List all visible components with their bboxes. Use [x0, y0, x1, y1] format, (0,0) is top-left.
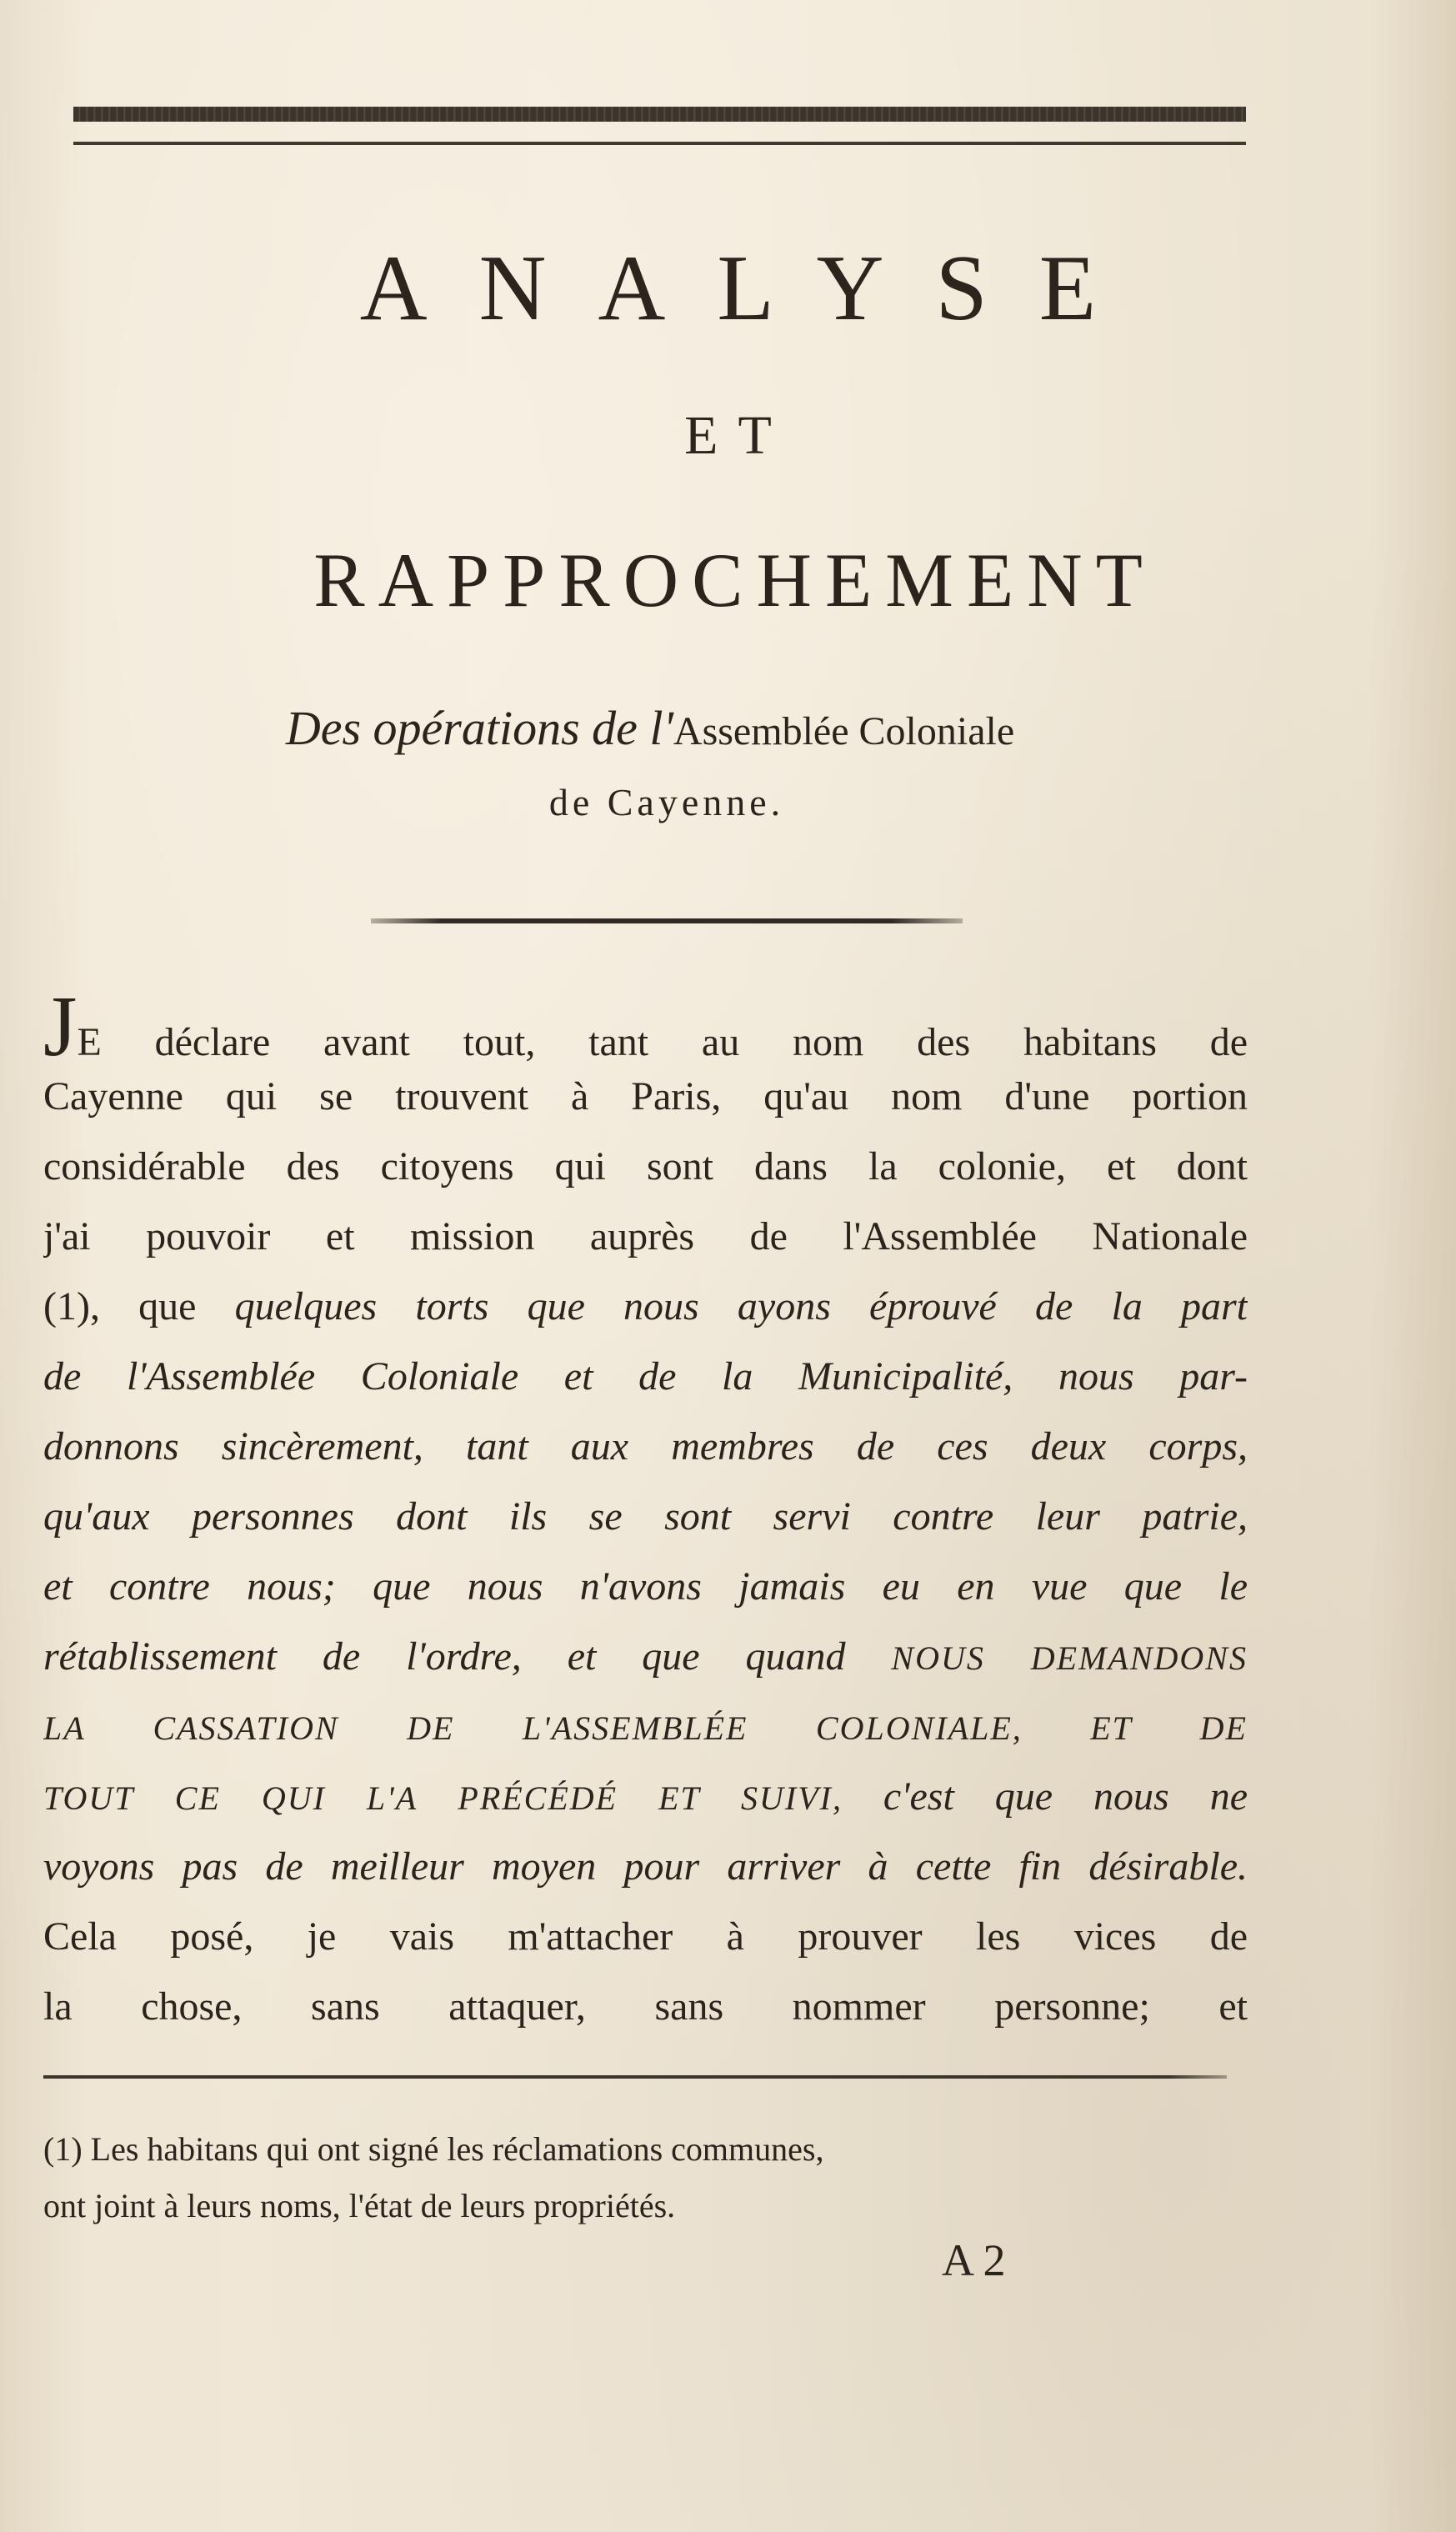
- body-line: [43, 1482, 1248, 1552]
- body-line: [43, 1412, 1248, 1482]
- body-line: considérable des citoyens qui sont dans la colonie, et dont: [43, 1144, 1248, 1188]
- body-line-italic: voyons pas de meilleur moyen pour arriver à cette fin désirable.: [43, 1844, 1248, 1889]
- body-line: [43, 1832, 1248, 1902]
- section-divider-rule: [371, 918, 963, 923]
- body-line: [43, 1762, 1248, 1832]
- top-ornamental-rule: [73, 107, 1246, 122]
- footnote: [43, 2121, 1227, 2234]
- body-line: [43, 1622, 1248, 1692]
- body-line-italic: quelques torts que nous ayons éprouvé de la part: [234, 1284, 1248, 1329]
- body-line-italic: de l'Assemblée Coloniale et de la Municipalité, nous par-: [43, 1354, 1248, 1399]
- subtitle-assembly-name: Assemblée Coloniale: [673, 709, 1015, 753]
- body-line-italic: rétablissement de l'ordre, et que quand: [43, 1634, 892, 1679]
- body-line-smallcaps: NOUS DEMANDONS: [891, 1639, 1248, 1677]
- body-line-italic: et contre nous; que nous n'avons jamais eu en vue que le: [43, 1564, 1248, 1609]
- title-et: ET: [684, 405, 792, 466]
- body-line: [43, 1272, 1248, 1342]
- title-analyse: ANALYSE: [359, 237, 1148, 340]
- footnote-line: (1) Les habitans qui ont signé les réclamations communes,: [43, 2130, 824, 2168]
- subtitle-italic-part: Des opérations de l': [285, 701, 673, 755]
- body-line: Cela posé, je vais m'attacher à prouver les vices de: [43, 1914, 1248, 1959]
- subtitle-line-1: [50, 701, 1250, 755]
- subtitle-cayenne: de Cayenne.: [548, 781, 785, 823]
- page-signature: A 2: [942, 2235, 1006, 2285]
- body-line-italic: qu'aux personnes dont ils se sont servi contre leur patrie,: [43, 1494, 1248, 1539]
- top-thin-rule: [73, 142, 1246, 145]
- body-line: Cayenne qui se trouvent à Paris, qu'au nom d'une portion: [43, 1074, 1248, 1118]
- body-line: [43, 1342, 1248, 1412]
- drop-cap: J: [43, 992, 78, 1062]
- body-text: [43, 992, 1248, 2042]
- body-line: [43, 992, 1248, 1062]
- footnote-rule: [43, 2075, 1227, 2079]
- subtitle-line-2: [0, 775, 1333, 823]
- body-line-text: E déclare avant tout, tant au nom des habitans de: [77, 1020, 1248, 1062]
- body-line: [43, 1692, 1248, 1762]
- body-line-smallcaps: TOUT CE QUI L'A PRÉCÉDÉ ET SUIVI,: [43, 1779, 843, 1817]
- title-rapprochement: RAPPROCHEMENT: [313, 538, 1156, 623]
- body-line: [43, 1552, 1248, 1622]
- body-line-italic: donnons sincèrement, tant aux membres de ces deux corps,: [43, 1424, 1248, 1469]
- body-line: la chose, sans attaquer, sans nommer personne; et: [43, 1984, 1248, 2029]
- body-line-italic: c'est que nous ne: [842, 1774, 1248, 1819]
- body-line-smallcaps: LA CASSATION DE L'ASSEMBLÉE COLONIALE, ET DE: [43, 1709, 1248, 1747]
- body-line: j'ai pouvoir et mission auprès de l'Assemblée Nationale: [43, 1214, 1248, 1258]
- body-line-text: (1), que: [43, 1284, 235, 1329]
- footnote-line: ont joint à leurs noms, l'état de leurs propriétés.: [43, 2187, 676, 2224]
